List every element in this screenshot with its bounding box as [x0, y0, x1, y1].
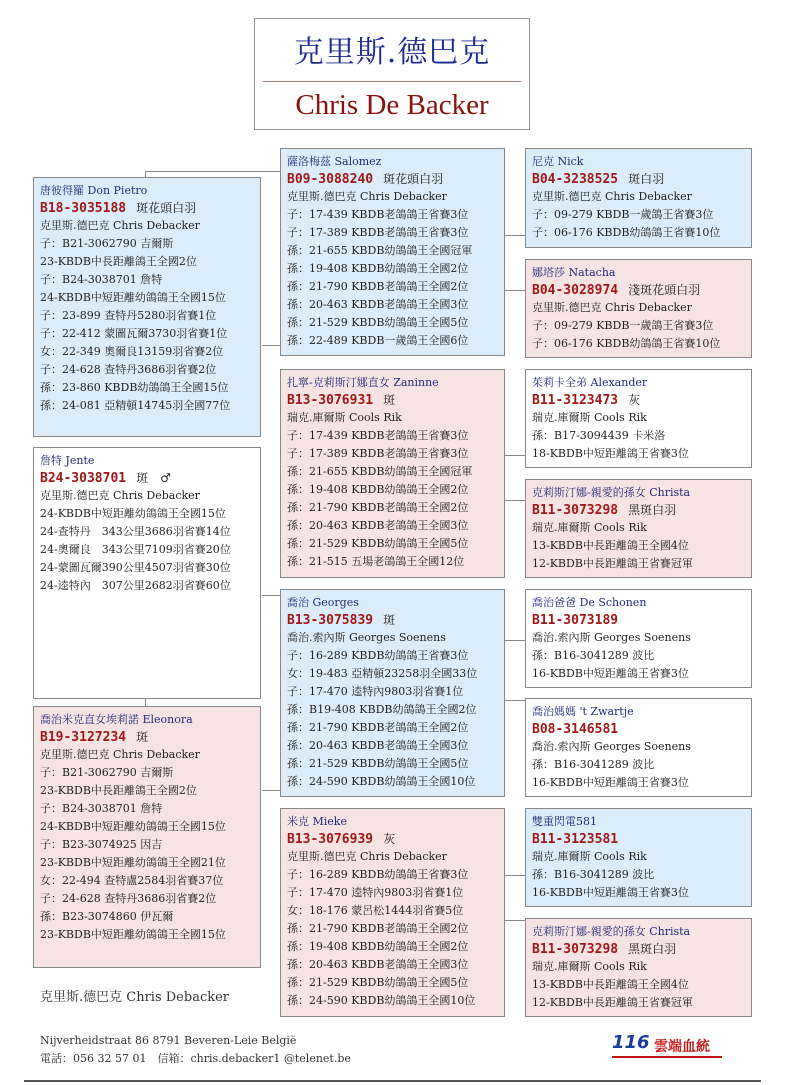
ring-number: B11-3073189 — [532, 613, 619, 628]
detail-line: 克里斯.德巴克 Chris Debacker — [40, 748, 200, 761]
detail-line: 孫：22-489 KBDB一歲鴿王全國6位 — [287, 334, 469, 347]
detail-line: 子：17-470 逵特內9803羽省賽1位 — [287, 685, 464, 698]
ring-number: B13-3075839 — [287, 613, 374, 628]
detail-line: 瑞克.庫爾斯 Cools Rik — [532, 960, 647, 973]
detail-line: 女：18-176 蒙呂松1444羽省賽5位 — [287, 904, 464, 917]
pigeon-color: 灰 — [383, 832, 396, 846]
pigeon-color: 斑 — [136, 730, 149, 744]
detail-line: 24-蒙圖瓦爾390公里4507羽省賽30位 — [40, 561, 231, 574]
brand-logo — [612, 1032, 722, 1058]
detail-line: 23-KBDB中長距離鴿王全國2位 — [40, 784, 197, 797]
detail-line: 子：24-628 查特丹3686羽省賽2位 — [40, 892, 217, 905]
logo-text: 雲端血統 — [654, 1039, 710, 1055]
ring-number: B13-3076939 — [287, 832, 374, 847]
detail-line: 孫：21-529 KBDB幼鴿鴿王全國5位 — [287, 316, 469, 329]
title-divider — [263, 81, 521, 82]
detail-line: 克里斯.德巴克 Chris Debacker — [40, 489, 200, 502]
pigeon-name: 雙重閃電581 — [532, 815, 597, 828]
ring-row — [532, 501, 751, 519]
ring-number: B04-3238525 — [532, 172, 619, 187]
ring-row — [287, 391, 504, 409]
detail-line: 子：B24-3038701 詹特 — [40, 273, 163, 286]
pigeon-color: 斑花頭白羽 — [136, 201, 197, 215]
connector-line — [505, 640, 526, 641]
detail-line: 子：17-439 KBDB老鴿鴿王省賽3位 — [287, 429, 469, 442]
ancestor-card[interactable] — [525, 698, 752, 797]
ring-number: B24-3038701 — [40, 471, 127, 486]
breeder-contact: 電話：056 32 57 01 信箱：chris.debacker1 @telenet.be — [40, 1052, 351, 1065]
pigeon-name: 克莉斯汀娜-親愛的孫女 Christa — [532, 486, 691, 499]
detail-line: 孫：24-590 KBDB幼鴿鴿王全國10位 — [287, 994, 476, 1007]
grandsire-dam-card[interactable] — [280, 589, 505, 797]
logo-number: 116 — [612, 1032, 650, 1053]
detail-line: 孫：21-529 KBDB幼鴿鴿王全國5位 — [287, 976, 469, 989]
detail-line: 子：24-628 查特丹3686羽省賽2位 — [40, 363, 217, 376]
detail-line: 孫：21-655 KBDB幼鴿鴿王全國冠軍 — [287, 465, 473, 478]
detail-line: 瑞克.庫爾斯 Cools Rik — [532, 850, 647, 863]
detail-line: 孫：20-463 KBDB老鴿鴿王全國3位 — [287, 519, 469, 532]
subject-card[interactable] — [33, 447, 261, 699]
detail-line: 子：16-289 KBDB幼鴿鴿王省賽3位 — [287, 868, 469, 881]
detail-line: 孫：21-790 KBDB老鴿鴿王全國2位 — [287, 922, 469, 935]
detail-line: 子：22-412 蒙圖瓦爾3730羽省賽1位 — [40, 327, 228, 340]
granddam-sire-card[interactable] — [280, 369, 505, 578]
ring-number: B08-3146581 — [532, 722, 619, 737]
connector-line — [505, 455, 526, 456]
ring-number: B11-3123473 — [532, 393, 619, 408]
ring-row — [532, 720, 751, 738]
detail-line: 孫：20-463 KBDB老鴿鴿王全國3位 — [287, 739, 469, 752]
ring-row — [287, 830, 504, 848]
detail-line: 孫：B19-408 KBDB幼鴿鴿王全國2位 — [287, 703, 477, 716]
ancestor-card[interactable] — [525, 479, 752, 578]
detail-line: 克里斯.德巴克 Chris Debacker — [40, 219, 200, 232]
detail-line: 孫：19-408 KBDB幼鴿鴿王全國2位 — [287, 483, 469, 496]
detail-line: 孫：B16-3041289 波比 — [532, 649, 655, 662]
detail-line: 瑞克.庫爾斯 Cools Rik — [287, 411, 402, 424]
pigeon-name: 喬治爸爸 De Schonen — [532, 596, 647, 609]
ancestor-card[interactable] — [525, 148, 752, 248]
granddam-dam-card[interactable] — [280, 808, 505, 1017]
connector-line — [505, 500, 526, 501]
detail-line: 23-KBDB中長距離鴿王全國2位 — [40, 255, 197, 268]
detail-line: 12-KBDB中長距離鴿王省賽冠軍 — [532, 557, 693, 570]
breeder-address: Nijverheidstraat 86 8791 Beveren-Leie België — [40, 1034, 297, 1047]
detail-line: 孫：19-408 KBDB幼鴿鴿王全國2位 — [287, 262, 469, 275]
pigeon-name: 唐彼得羅 Don Pietro — [40, 184, 148, 197]
detail-line: 子：B21-3062790 吉爾斯 — [40, 766, 174, 779]
connector-line — [145, 698, 146, 706]
detail-line: 24-KBDB中短距離幼鴿鴿王全國15位 — [40, 291, 226, 304]
ring-row — [532, 611, 751, 629]
title-box — [254, 18, 530, 130]
detail-line: 子：16-289 KBDB幼鴿鴿王省賽3位 — [287, 649, 469, 662]
pigeon-color: 淺斑花頭白羽 — [628, 283, 701, 297]
detail-line: 子：17-389 KBDB老鴿鴿王省賽3位 — [287, 226, 469, 239]
ancestor-card[interactable] — [525, 369, 752, 468]
pigeon-color: 灰 — [628, 393, 641, 407]
bottom-divider — [24, 1080, 761, 1082]
detail-line: 24-逵特內 307公里2682羽省賽60位 — [40, 579, 231, 592]
connector-line — [505, 875, 526, 876]
detail-line: 孫：20-463 KBDB老鴿鴿王全國3位 — [287, 298, 469, 311]
ring-row — [532, 281, 751, 299]
detail-line: 24-奧爾良 343公里7109羽省賽20位 — [40, 543, 231, 556]
detail-line: 孫：24-590 KBDB幼鴿鴿王全國10位 — [287, 775, 476, 788]
connector-line — [262, 595, 281, 596]
pigeon-name: 米克 Mieke — [287, 815, 347, 828]
detail-line: 孫：B17-3094439 卡米洛 — [532, 429, 666, 442]
detail-line: 子：17-439 KBDB老鴿鴿王省賽3位 — [287, 208, 469, 221]
detail-line: 子：06-176 KBDB幼鴿鴿王省賽10位 — [532, 337, 721, 350]
pigeon-color: 斑 — [383, 393, 396, 407]
ring-row — [40, 728, 260, 746]
ring-row — [532, 940, 751, 958]
detail-line: 24-查特丹 343公里3686羽省賽14位 — [40, 525, 231, 538]
connector-line — [505, 235, 526, 236]
pigeon-name: 娜塔莎 Natacha — [532, 266, 616, 279]
ring-number: B11-3073298 — [532, 942, 619, 957]
detail-line: 23-KBDB中短距離幼鴿鴿王全國21位 — [40, 856, 226, 869]
pigeon-color: 黑斑白羽 — [628, 503, 677, 517]
pigeon-color: 斑 ♂ — [136, 471, 171, 485]
pigeon-name: 喬治米克直女埃莉諾 Eleonora — [40, 713, 193, 726]
detail-line: 喬治.索內斯 Georges Soenens — [532, 631, 691, 644]
ancestor-card[interactable] — [525, 918, 752, 1017]
pigeon-color: 斑花頭白羽 — [383, 172, 444, 186]
detail-line: 女：22-349 奧爾良13159羽省賽2位 — [40, 345, 224, 358]
pigeon-color: 斑白羽 — [628, 172, 665, 186]
breeder-name-chinese: 克里斯.德巴克 — [293, 35, 491, 70]
detail-line: 13-KBDB中長距離鴿王全國4位 — [532, 539, 689, 552]
detail-line: 孫：24-081 亞精頓14745羽全國77位 — [40, 399, 231, 412]
ring-row — [532, 170, 751, 188]
detail-line: 18-KBDB中短距離鴿王省賽3位 — [532, 447, 689, 460]
detail-line: 24-KBDB中短距離幼鴿鴿王全國15位 — [40, 507, 226, 520]
ring-number: B04-3028974 — [532, 283, 619, 298]
breeder-signature: 克里斯.德巴克 Chris Debacker — [40, 990, 230, 1005]
detail-line: 子：B24-3038701 詹特 — [40, 802, 163, 815]
detail-line: 克里斯.德巴克 Chris Debacker — [287, 850, 447, 863]
ring-number: B09-3088240 — [287, 172, 374, 187]
pigeon-name: 扎寧-克莉斯汀娜直女 Zaninne — [287, 376, 439, 389]
detail-line: 子：06-176 KBDB幼鴿鴿王省賽10位 — [532, 226, 721, 239]
detail-line: 13-KBDB中長距離鴿王全國4位 — [532, 978, 689, 991]
ring-row — [532, 391, 751, 409]
detail-line: 孫：21-790 KBDB老鴿鴿王全國2位 — [287, 721, 469, 734]
detail-line: 子：17-470 逵特內9803羽省賽1位 — [287, 886, 464, 899]
pigeon-name: 尼克 Nick — [532, 155, 584, 168]
detail-line: 女：19-483 亞精頓23258羽全國33位 — [287, 667, 478, 680]
ring-number: B19-3127234 — [40, 730, 127, 745]
connector-line — [505, 290, 526, 291]
detail-line: 孫：20-463 KBDB老鴿鴿王全國3位 — [287, 958, 469, 971]
ancestor-card[interactable] — [525, 589, 752, 688]
pigeon-name: 喬治 Georges — [287, 596, 359, 609]
ring-row — [287, 611, 504, 629]
detail-line: 喬治.索內斯 Georges Soenens — [532, 740, 691, 753]
detail-line: 子：09-279 KBDB一歲鴿王省賽3位 — [532, 319, 714, 332]
detail-line: 孫：B23-3074860 伊瓦爾 — [40, 910, 174, 923]
connector-line — [505, 920, 526, 921]
detail-line: 孫：19-408 KBDB幼鴿鴿王全國2位 — [287, 940, 469, 953]
detail-line: 16-KBDB中短距離鴿王省賽3位 — [532, 886, 689, 899]
detail-line: 孫：21-655 KBDB幼鴿鴿王全國冠軍 — [287, 244, 473, 257]
detail-line: 子：B23-3074925 因吉 — [40, 838, 163, 851]
breeder-name-english: Chris De Backer — [295, 89, 489, 121]
ring-row — [40, 469, 260, 487]
detail-line: 12-KBDB中長距離鴿王省賽冠軍 — [532, 996, 693, 1009]
detail-line: 孫：23-860 KBDB幼鴿鴿王全國15位 — [40, 381, 229, 394]
ring-row — [532, 830, 751, 848]
connector-line — [145, 171, 281, 172]
pigeon-name: 薩洛梅茲 Salomez — [287, 155, 382, 168]
pigeon-name: 茱莉卡全弟 Alexander — [532, 376, 648, 389]
ring-row — [287, 170, 504, 188]
detail-line: 孫：B16-3041289 波比 — [532, 758, 655, 771]
detail-line: 瑞克.庫爾斯 Cools Rik — [532, 521, 647, 534]
ring-number: B13-3076931 — [287, 393, 374, 408]
detail-line: 瑞克.庫爾斯 Cools Rik — [532, 411, 647, 424]
connector-line — [262, 345, 281, 346]
detail-line: 子：09-279 KBDB一歲鴿王省賽3位 — [532, 208, 714, 221]
detail-line: 克里斯.德巴克 Chris Debacker — [287, 190, 447, 203]
dam-card[interactable] — [33, 706, 261, 968]
detail-line: 子：17-389 KBDB老鴿鴿王省賽3位 — [287, 447, 469, 460]
pigeon-name: 克莉斯汀娜-親愛的孫女 Christa — [532, 925, 691, 938]
detail-line: 孫：B16-3041289 波比 — [532, 868, 655, 881]
detail-line: 孫：21-529 KBDB幼鴿鴿王全國5位 — [287, 537, 469, 550]
detail-line: 喬治.索內斯 Georges Soenens — [287, 631, 446, 644]
detail-line: 23-KBDB中短距離幼鴿鴿王全國15位 — [40, 928, 226, 941]
detail-line: 16-KBDB中短距離鴿王省賽3位 — [532, 667, 689, 680]
detail-line: 子：23-899 查特丹5280羽省賽1位 — [40, 309, 217, 322]
detail-line: 克里斯.德巴克 Chris Debacker — [532, 190, 692, 203]
sire-card[interactable] — [33, 177, 261, 437]
detail-line: 克里斯.德巴克 Chris Debacker — [532, 301, 692, 314]
detail-line: 孫：21-790 KBDB老鴿鴿王全國2位 — [287, 280, 469, 293]
detail-line: 孫：21-515 五場老鴿鴿王全國12位 — [287, 555, 465, 568]
pigeon-name: 喬治媽媽 't Zwartje — [532, 705, 634, 718]
ring-number: B11-3073298 — [532, 503, 619, 518]
detail-line: 孫：21-790 KBDB老鴿鴿王全國2位 — [287, 501, 469, 514]
connector-line — [262, 790, 281, 791]
detail-line: 24-KBDB中短距離幼鴿鴿王全國15位 — [40, 820, 226, 833]
detail-line: 女：22-494 查特盧2584羽省賽37位 — [40, 874, 224, 887]
grandsire-sire-card[interactable] — [280, 148, 505, 356]
detail-line: 子：B21-3062790 吉爾斯 — [40, 237, 174, 250]
ring-number: B18-3035188 — [40, 201, 127, 216]
pigeon-color: 斑 — [383, 613, 396, 627]
pigeon-name: 詹特 Jente — [40, 454, 95, 467]
ancestor-card[interactable] — [525, 259, 752, 358]
ancestor-card[interactable] — [525, 808, 752, 907]
ring-row — [40, 199, 260, 217]
connector-line — [505, 700, 526, 701]
detail-line: 孫：21-529 KBDB幼鴿鴿王全國5位 — [287, 757, 469, 770]
pigeon-color: 黑斑白羽 — [628, 942, 677, 956]
ring-number: B11-3123581 — [532, 832, 619, 847]
logo-underline — [612, 1056, 722, 1058]
detail-line: 16-KBDB中短距離鴿王省賽3位 — [532, 776, 689, 789]
